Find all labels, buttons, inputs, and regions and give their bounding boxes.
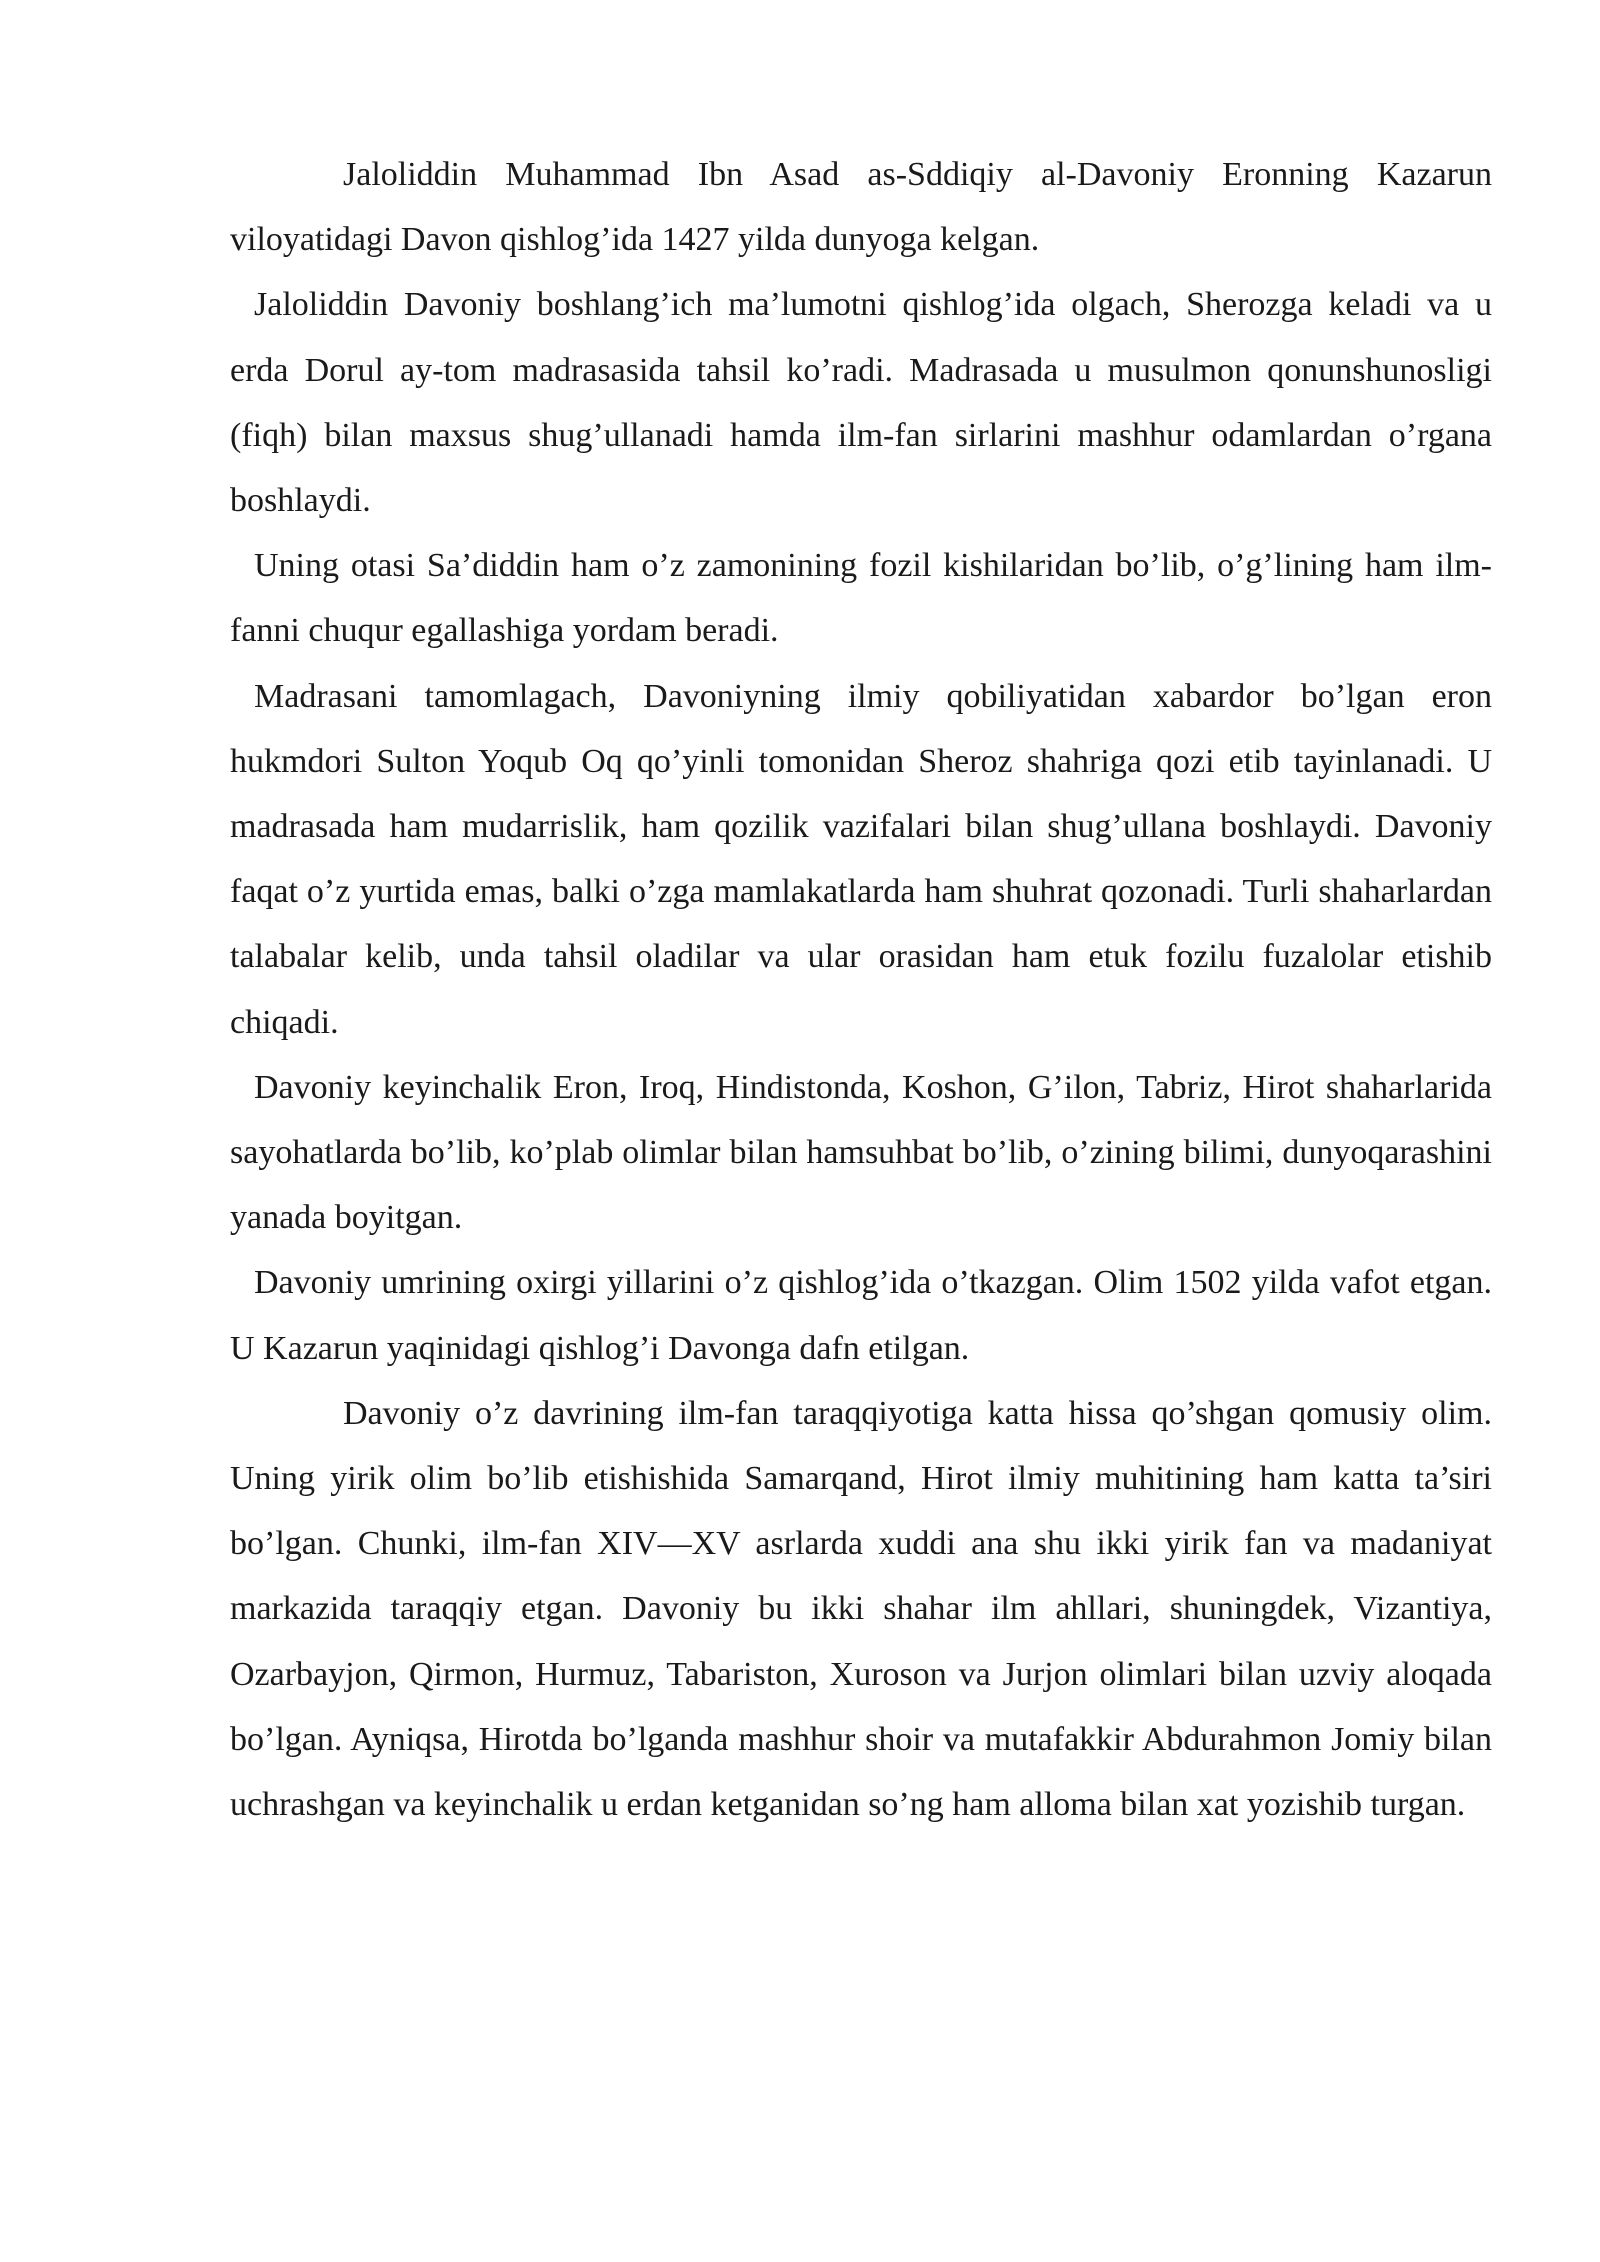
paragraph-father: Uning otasi Sa’diddin ham o’z zamonining fozil kishilaridan bo’lib, o’g’lining ham ilm-fanni chuqur egallashiga yordam beradi. — [230, 547, 1492, 650]
paragraph-birth: Jaloliddin Muhammad Ibn Asad as-Sddiqiy al-Davoniy Eronning Kazarun viloyatidagi Davon qishlog’ida 1427 yilda dunyoga kelgan. — [230, 156, 1492, 259]
document-body — [230, 142, 1492, 1837]
paragraph-travels: Davoniy keyinchalik Eron, Iroq, Hindistonda, Koshon, G’ilon, Tabriz, Hirot shaharlarida sayohatlarda bo’lib, ko’plab olimlar bilan hamsuhbat bo’lib, o’zining bilimi, dunyoqarashini yanada boyitgan. — [230, 1068, 1492, 1237]
paragraph-death: Davoniy umrining oxirgi yillarini o’z qishlog’ida o’tkazgan. Olim 1502 yilda vafot etgan. U Kazarun yaqinidagi qishlog’i Davonga dafn etilgan. — [230, 1264, 1492, 1367]
paragraph-career: Madrasani tamomlagach, Davoniyning ilmiy qobiliyatidan xabardor bo’lgan eron hukmdori Sulton Yoqub Oq qo’yinli tomonidan Sheroz shahriga qozi etib tayinlanadi. U madrasada ham mudarrislik, ham qozilik vazifalari bilan shug’ullana boshlaydi. Davoniy faqat o’z yurtida emas, balki o’zga mamlakatlarda ham shuhrat qozonadi. Turli shaharlardan talabalar kelib, unda tahsil oladilar va ular orasidan ham etuk fozilu fuzalolar etishib chiqadi. — [230, 677, 1492, 1041]
paragraph-education: Jaloliddin Davoniy boshlang’ich ma’lumotni qishlog’ida olgach, Sherozga keladi va u erda Dorul ay-tom madrasasida tahsil ko’radi. Madrasada u musulmon qonunshunosligi (fiqh) bilan maxsus shug’ullanadi hamda ilm-fan sirlarini mashhur odamlardan o’rgana boshlaydi. — [230, 286, 1492, 520]
paragraph-legacy: Davoniy o’z davrining ilm-fan taraqqiyotiga katta hissa qo’shgan qomusiy olim. Uning yirik olim bo’lib etishishida Samarqand, Hirot ilmiy muhitining ham katta ta’siri bo’lgan. Chunki, ilm-fan XIV—XV asrlarda xuddi ana shu ikki yirik fan va madaniyat markazida taraqqiy etgan. Davoniy bu ikki shahar ilm ahllari, shuningdek, Vizantiya, Ozarbayjon, Qirmon, Hurmuz, Tabariston, Xuroson va Jurjon olimlari bilan uzviy aloqada bo’lgan. Ayniqsa, Hirotda bo’lganda mashhur shoir va mutafakkir Abdurahmon Jomiy bilan uchrashgan va keyinchalik u erdan ketganidan so’ng ham alloma bilan xat yozishib turgan. — [230, 1394, 1492, 1824]
